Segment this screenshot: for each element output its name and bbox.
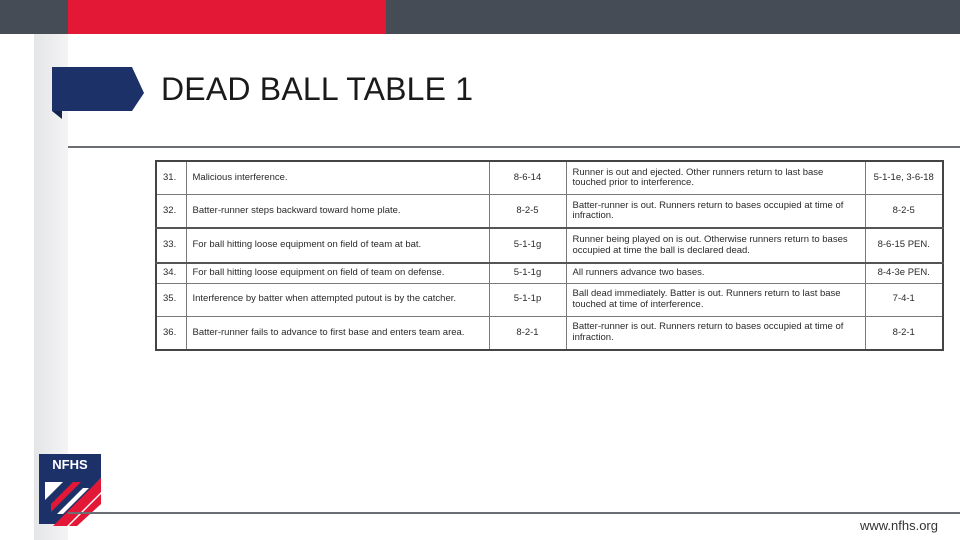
table-row <box>156 283 943 316</box>
rule-reference: 5-1-1g <box>489 228 566 262</box>
rule-number: 36. <box>156 316 186 350</box>
rule-result: Ball dead immediately. Batter is out. Runners return to last base touched at time of interference. <box>566 283 865 316</box>
svg-text:NFHS: NFHS <box>52 457 88 472</box>
table-row <box>156 263 943 283</box>
table-row <box>156 228 943 262</box>
cross-reference: 8-2-5 <box>865 195 943 229</box>
rule-reference: 5-1-1p <box>489 283 566 316</box>
table-row <box>156 195 943 229</box>
rule-reference: 8-6-14 <box>489 161 566 195</box>
rule-description: For ball hitting loose equipment on field of team on defense. <box>186 263 489 283</box>
rule-number: 32. <box>156 195 186 229</box>
rule-number: 35. <box>156 283 186 316</box>
rule-description: Malicious interference. <box>186 161 489 195</box>
cross-reference: 8-6-15 PEN. <box>865 228 943 262</box>
page-title: DEAD BALL TABLE 1 <box>161 71 474 107</box>
title-tab-shape <box>52 67 144 119</box>
top-bar-accent <box>68 0 386 34</box>
rule-result: All runners advance two bases. <box>566 263 865 283</box>
rule-result: Batter-runner is out. Runners return to bases occupied at time of infraction. <box>566 316 865 350</box>
rule-number: 31. <box>156 161 186 195</box>
cross-reference: 5-1-1e, 3-6-18 <box>865 161 943 195</box>
cross-reference: 8-2-1 <box>865 316 943 350</box>
nfhs-logo <box>37 452 103 526</box>
rule-description: Batter-runner fails to advance to first base and enters team area. <box>186 316 489 350</box>
rule-description: Batter-runner steps backward toward home plate. <box>186 195 489 229</box>
rule-reference: 8-2-1 <box>489 316 566 350</box>
title-divider <box>68 146 960 148</box>
dead-ball-table <box>155 160 944 351</box>
table-row <box>156 316 943 350</box>
rule-number: 33. <box>156 228 186 262</box>
rule-reference: 8-2-5 <box>489 195 566 229</box>
footer-divider <box>68 512 960 514</box>
cross-reference: 8-4-3e PEN. <box>865 263 943 283</box>
cross-reference: 7-4-1 <box>865 283 943 316</box>
rule-result: Runner being played on is out. Otherwise runners return to bases occupied at time the ball is declared dead. <box>566 228 865 262</box>
table-row <box>156 161 943 195</box>
rule-description: For ball hitting loose equipment on field of team at bat. <box>186 228 489 262</box>
rule-number: 34. <box>156 263 186 283</box>
rule-reference: 5-1-1g <box>489 263 566 283</box>
rule-description: Interference by batter when attempted putout is by the catcher. <box>186 283 489 316</box>
rule-result: Runner is out and ejected. Other runners return to last base touched prior to interference. <box>566 161 865 195</box>
rule-result: Batter-runner is out. Runners return to bases occupied at time of infraction. <box>566 195 865 229</box>
footer-url[interactable]: www.nfhs.org <box>859 518 938 533</box>
